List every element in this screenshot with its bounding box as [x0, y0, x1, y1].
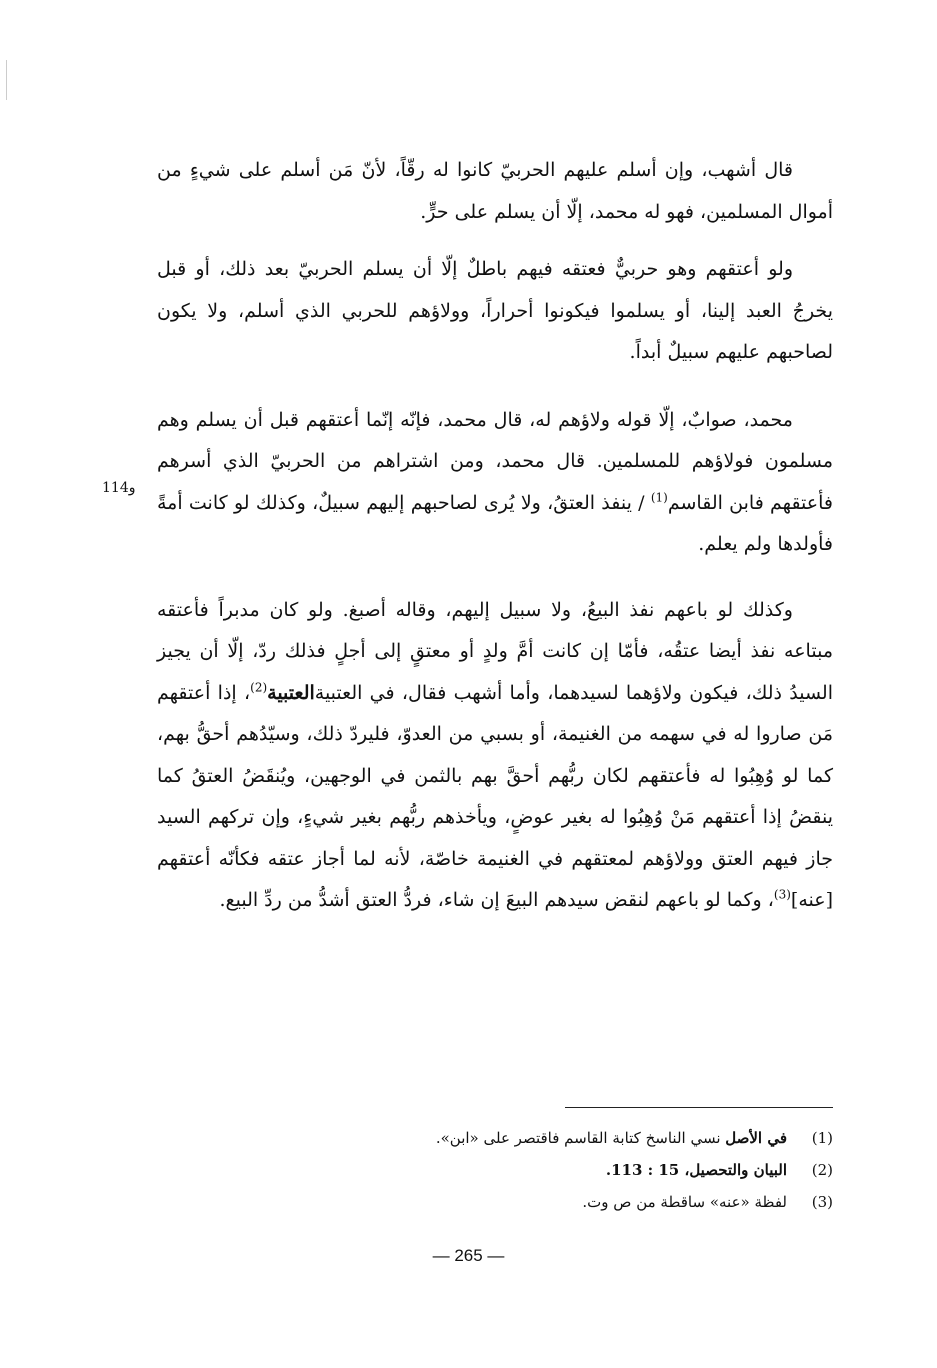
- manuscript-folio-note: 114و: [102, 480, 136, 496]
- paragraph-2: ولو أعتقهم وهو حربيٌّ فعتقه فيهم باطلٌ إلّا أن يسلم الحربيّ بعد ذلك، أو قبل يخرجُ العبد إلينا، أو يسلموا فيكونوا أحراراً، وولاؤهم للحربي الذي أسلم، ولا يكون لصاحبهم عليهم سبيلٌ أبداً.: [157, 258, 833, 363]
- paragraph-3: [157, 400, 833, 566]
- footnote-bold: في الأصل: [725, 1129, 787, 1147]
- paragraph-4-bold-term: العتبية: [267, 681, 315, 704]
- footnote-text: [330, 1154, 787, 1186]
- footnote-ref-3: (3): [773, 887, 791, 902]
- footnote-1: [330, 1122, 833, 1154]
- paragraph-4-text-b: ، إذا أعتقهم مَن صاروا له في سهمه من الغنيمة، أو بسبي من العدوّ، فليردّ ذلك، وسيّدُهم أحقُّ بهم، كما لو وُهِبُوا له فأعتقهم لكان ربُّهم أحقَّ بهم بالثمن في الوجهين، ويُنقَضُ العتقُ كما ينقضُ إذا أعتقهم مَنْ وُهِبُوا له بغير عوضٍ، ويأخذهم ربُّهم بغير شيءٍ، وإن تركهم السيد جاز فيهم العتق وولاؤهم لمعتقهم في الغنيمة خاصّة، لأنه لما أجاز عتقه فكأنّه أعتقهم [عنه]: [157, 681, 833, 911]
- footnotes: [330, 1122, 833, 1218]
- footnote-number: (2): [811, 1161, 833, 1179]
- paragraph-4-text-a: وكذلك لو باعهم نفذ البيعُ، ولا سبيل إليهم، وقاله أصبغ. ولو كان مدبراً فأعتقه مبتاعه نفذ أيضا عتقُه، فأمّا إن كانت أمَّ ولدٍ أو معتقٍ إلى أجلٍ فذلك ردّ، إلّا أن يجيز السيدُ ذلك، فيكون ولاؤهما لسيدهما، وأما أشهب فقال، في العتبية: [157, 598, 834, 704]
- main-text-body: [157, 150, 833, 938]
- footnote-ref-1: (1): [650, 490, 668, 505]
- page-number: — 265 —: [432, 1246, 505, 1265]
- footnote-text: [330, 1186, 787, 1218]
- footnote-body: لفظة «عنه» ساقطة من ص وت.: [582, 1193, 787, 1211]
- footnote-body: نسي الناسخ كتابة القاسم فاقتصر على «ابن».: [435, 1129, 726, 1147]
- footnote-3: [330, 1186, 833, 1218]
- scan-edge-mark: [6, 60, 7, 100]
- paragraph-1: قال أشهب، وإن أسلم عليهم الحربيّ كانوا له رقّاً، لأنّ مَن أسلم على شيءٍ من أموال المسلمين، فهو له محمد، إلّا أن يسلم على حرٍّ.: [157, 159, 833, 223]
- footnote-text: [330, 1122, 787, 1154]
- paragraph-3-text-b: / ينفذ العتقُ، ولا يُرى لصاحبهم إليهم سبيلٌ، وكذلك لو كانت أمةً فأولدها ولم يعلم.: [157, 491, 833, 555]
- paragraph-4-text-c: ، وكما لو باعهم لنقض سيدهم البيعَ إن شاء، فردُّ العتق أشدُّ من ردِّ البيع.: [219, 889, 774, 911]
- paragraph-3-text-a: محمد، صوابٌ، إلّا قوله ولاؤهم له، قال محمد، فإنّه إنّما أعتقهم قبل أن يسلم وهم مسلمون فولاؤهم للمسلمين. قال محمد، ومن اشتراهم من الحربيّ الذي أسرهم فأعتقهم فابن القاسم: [157, 408, 833, 514]
- paragraph-4: [157, 590, 833, 922]
- footnote-number: (1): [811, 1129, 833, 1147]
- footnote-bold: البيان والتحصيل، 15 : 113.: [605, 1161, 787, 1179]
- footnote-2: [330, 1154, 833, 1186]
- footnote-number: (3): [811, 1193, 833, 1211]
- footnote-divider: [565, 1107, 833, 1108]
- footnote-ref-2: (2): [250, 680, 268, 695]
